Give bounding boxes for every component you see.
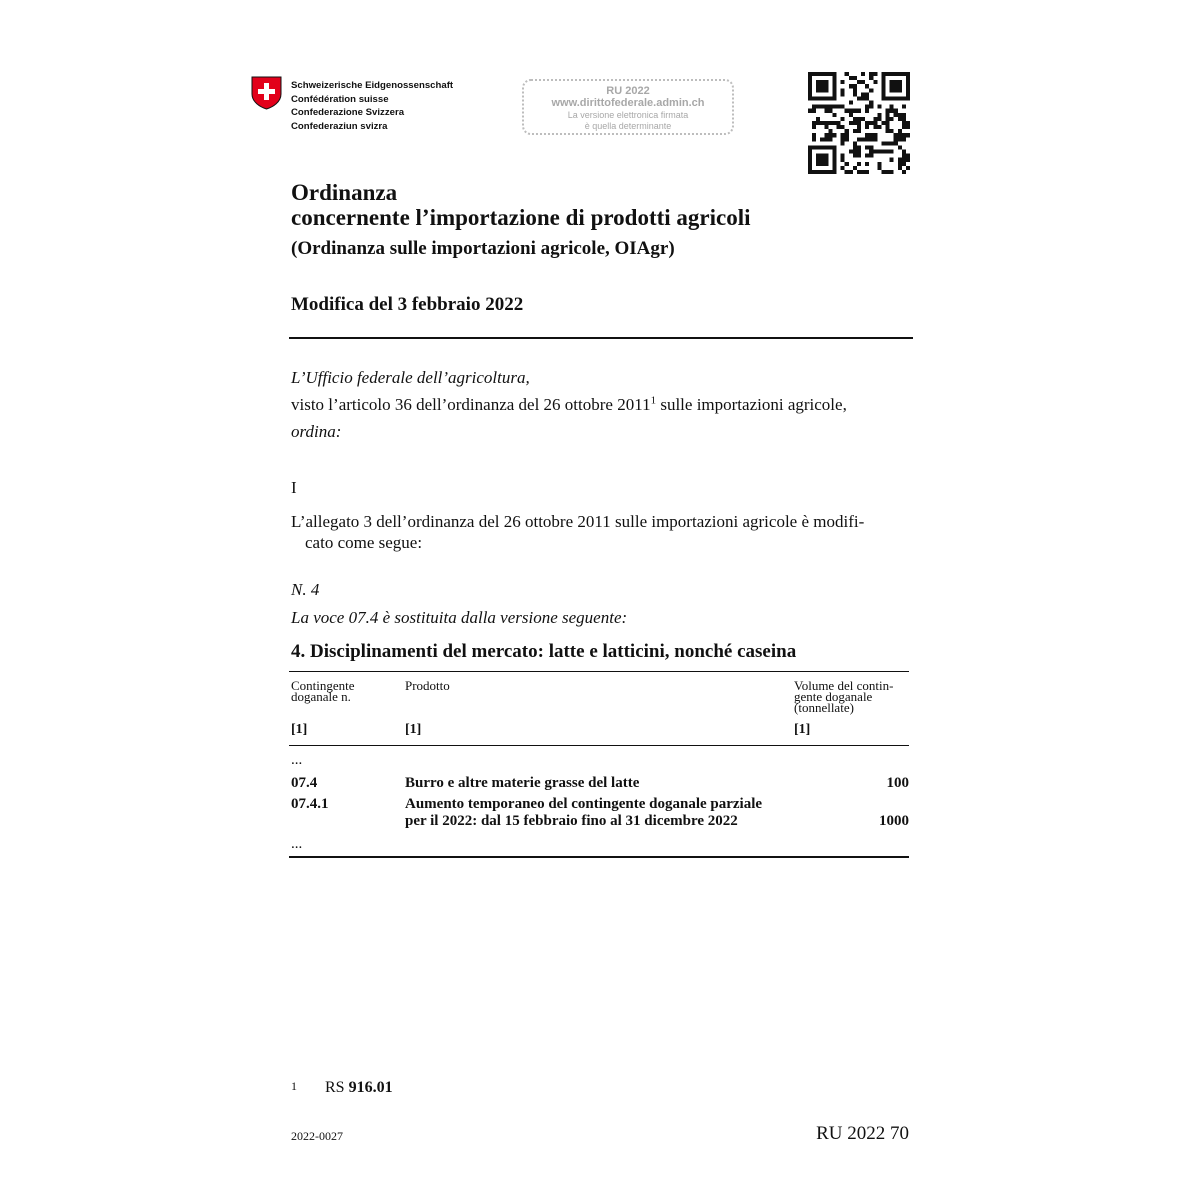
- agency-line-fr: Confédération suisse: [291, 93, 389, 105]
- table-row-2-product-line-2: per il 2022: dal 15 febbraio fino al 31 dicembre 2022: [405, 813, 738, 829]
- stamp-line-1: RU 2022: [606, 85, 650, 97]
- preamble-decree: ordina:: [291, 422, 342, 441]
- col1-header-line-1: Contingente: [291, 678, 355, 693]
- footnote-sr-number[interactable]: 916.01: [348, 1079, 393, 1096]
- section-numeral: I: [291, 478, 297, 497]
- item-instruction: La voce 07.4 è sostituita dalla versione seguente:: [291, 608, 628, 627]
- stamp-url[interactable]: www.dirittofederale.admin.ch: [551, 97, 705, 109]
- col1-header-line-2: doganale n.: [291, 689, 351, 704]
- col3-header-line-3: (tonnellate): [794, 700, 854, 715]
- col3-note: [1]: [794, 722, 811, 737]
- title-line-1: Ordinanza: [291, 180, 398, 205]
- col3-header-line-2: gente doganale: [794, 689, 873, 704]
- agency-line-it: Confederazione Svizzera: [291, 107, 405, 118]
- col2-note: [1]: [405, 722, 422, 737]
- preamble-basis: [291, 394, 847, 416]
- amendment-line-2: cato come segue:: [305, 533, 423, 552]
- stamp-line-4: è quella determinante: [584, 121, 672, 131]
- publication-reference: RU 2022 70: [816, 1123, 909, 1144]
- document-subtitle: (Ordinanza sulle importazioni agricole, OIAgr): [291, 238, 675, 259]
- preamble-basis-tail: sulle importazioni agricole,: [656, 395, 847, 414]
- table-row-1-volume: 100: [886, 775, 909, 791]
- preamble-basis-text: visto l’articolo 36 dell’ordinanza del 26 ottobre 2011: [291, 395, 651, 414]
- footnote-prefix: RS: [325, 1079, 349, 1096]
- table-bottom-rule: [289, 856, 909, 858]
- swiss-coat-of-arms-icon: [251, 76, 282, 110]
- table-row-2-product-line-1: Aumento temporaneo del contingente doganale parziale: [405, 796, 763, 812]
- amendment-line-1: L’allegato 3 dell’ordinanza del 26 ottobre 2011 sulle importazioni agricole è modifi-: [291, 512, 865, 531]
- table-header-contingent: [291, 680, 355, 702]
- table-header-volume: [794, 680, 893, 713]
- table-header-rule: [289, 745, 909, 746]
- qr-code-icon: [808, 72, 910, 174]
- agency-line-de: Schweizerische Eidgenossenschaft: [291, 80, 454, 91]
- footnote-number: 1: [291, 1079, 297, 1093]
- table-row-2-volume: 1000: [879, 813, 909, 829]
- agency-name-block: [291, 79, 453, 133]
- electronic-signature-stamp: [522, 79, 734, 135]
- footnote-reference[interactable]: 1: [650, 394, 657, 407]
- document-title: [291, 180, 751, 230]
- table-ellipsis-bottom: ...: [291, 836, 303, 852]
- stamp-line-3: La versione elettronica firmata: [567, 110, 689, 120]
- item-reference: N. 4: [291, 580, 320, 599]
- col1-note: [1]: [291, 722, 308, 737]
- modification-date: Modifica del 3 febbraio 2022: [291, 294, 524, 315]
- table-row-2-number: 07.4.1: [291, 796, 329, 812]
- table-row-1-number: 07.4: [291, 775, 318, 791]
- table-ellipsis-top: ...: [291, 752, 303, 768]
- table-row-1-product: Burro e altre materie grasse del latte: [405, 775, 640, 791]
- title-line-2: concernente l’importazione di prodotti agricoli: [291, 205, 751, 230]
- col3-header-line-1: Volume del contin-: [794, 678, 894, 693]
- section-heading: 4. Disciplinamenti del mercato: latte e latticini, nonché caseina: [291, 641, 797, 662]
- agency-line-rm: Confederaziun svizra: [291, 120, 388, 132]
- footnote-text: [325, 1079, 393, 1097]
- table-row-2-product: [405, 796, 762, 830]
- preamble-authority: L’Ufficio federale dell’agricoltura,: [291, 368, 530, 387]
- table-header-product: Prodotto: [405, 678, 450, 693]
- table-top-rule: [289, 671, 909, 672]
- document-number: 2022-0027: [291, 1129, 343, 1143]
- title-divider: [289, 337, 913, 339]
